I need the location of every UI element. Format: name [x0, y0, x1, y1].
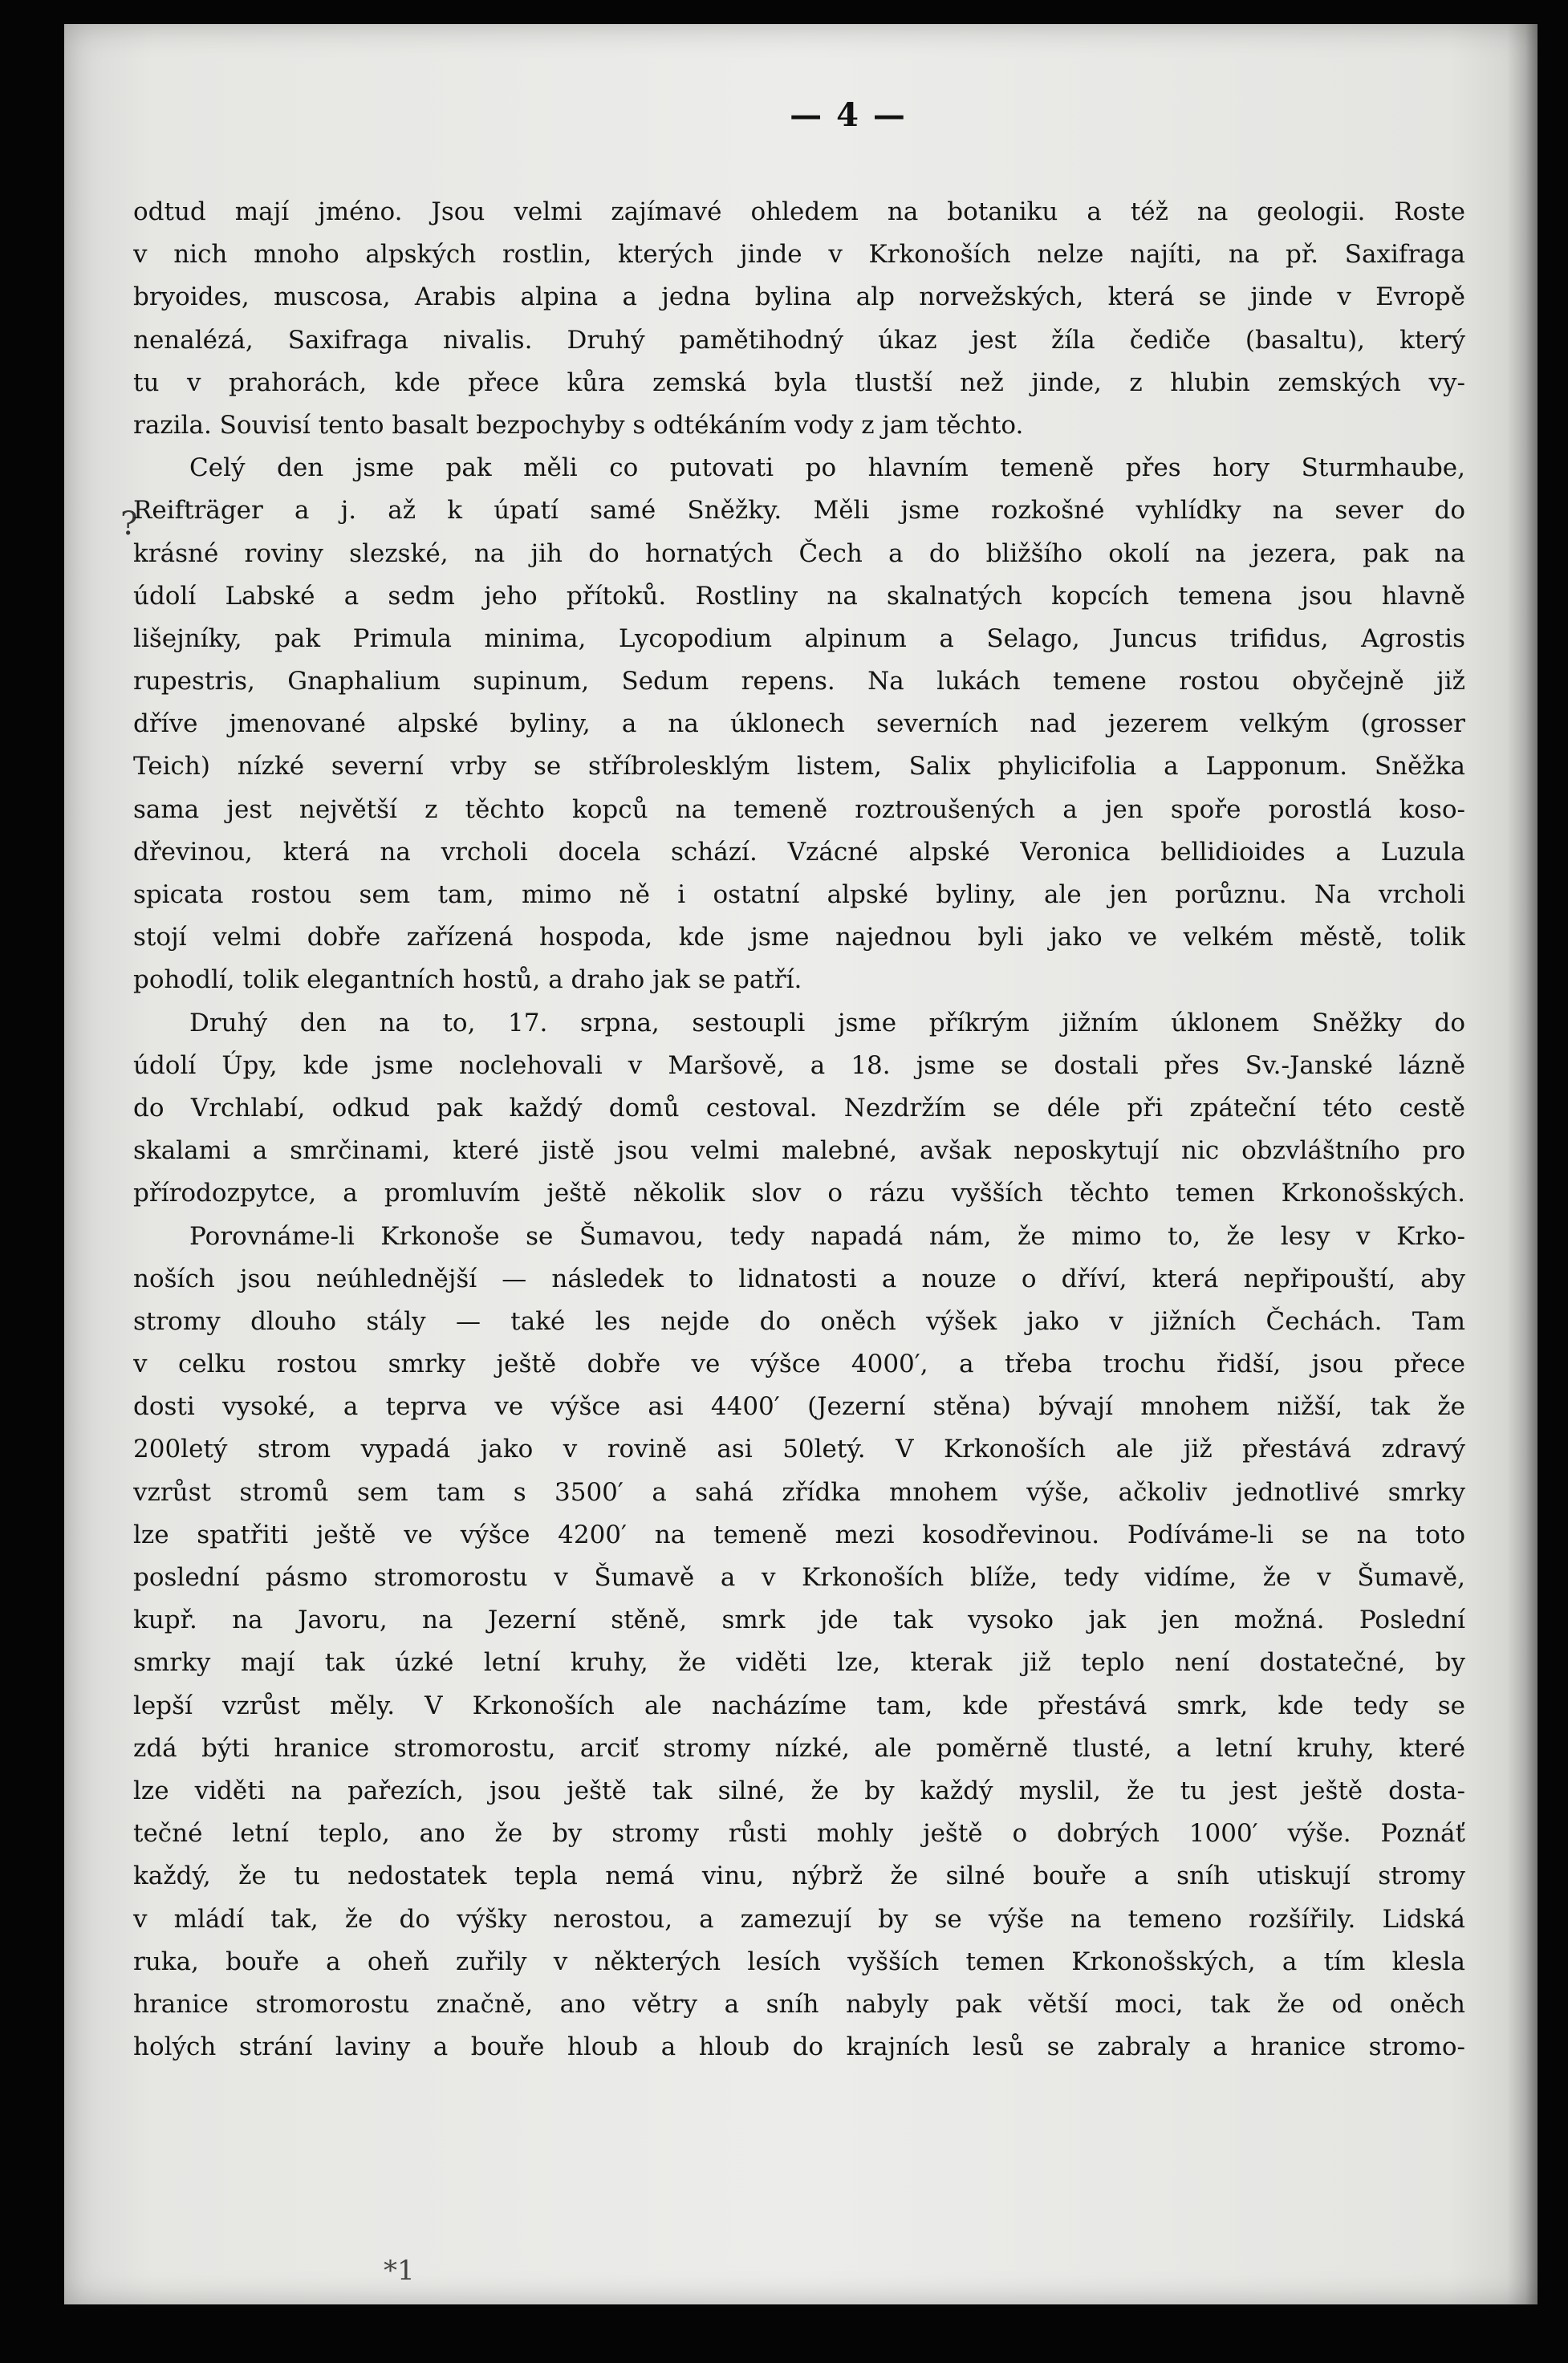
text-line: dřevinou, která na vrcholi docela schází. Vzácné alpské Veronica bellidioides a Luzula — [133, 837, 1465, 867]
text-line: holých strání laviny a bouře hloub a hloub do krajních lesů se zabraly a hranice stromo- — [133, 2032, 1465, 2062]
body-text — [133, 191, 1465, 2069]
text-line: údolí Úpy, kde jsme noclehovali v Maršově, a 18. jsme se dostali přes Sv.-Janské lázně — [133, 1050, 1465, 1080]
text-line: nenalézá, Saxifraga nivalis. Druhý pamětihodný úkaz jest žíla čediče (basaltu), který — [133, 325, 1465, 355]
text-line: lze spatřiti ještě ve výšce 4200′ na temeně mezi kosodřevinou. Podíváme-li se na toto — [133, 1520, 1465, 1549]
text-line: krásné roviny slezské, na jih do hornatých Čech a do bližšího okolí na jezera, pak na — [133, 538, 1465, 568]
text-line: skalami a smrčinami, které jistě jsou velmi malebné, avšak neposkytují nic obzvláštního pro — [133, 1136, 1465, 1166]
text-line: hranice stromorostu značně, ano větry a sníh nabyly pak větší moci, tak že od oněch — [133, 1989, 1465, 2019]
text-line: Reifträger a j. až k úpatí samé Sněžky. Měli jsme rozkošné vyhlídky na sever do — [133, 496, 1465, 526]
text-line: sama jest největší z těchto kopců na temeně roztroušených a jen spoře porostlá koso- — [133, 794, 1465, 824]
text-line: každý, že tu nedostatek tepla nemá vinu, nýbrž že silné bouře a sníh utiskují stromy — [133, 1862, 1465, 1891]
text-line: smrky mají tak úzké letní kruhy, že viděti lze, kterak již teplo není dostatečné, by — [133, 1648, 1465, 1678]
text-line: stromy dlouho stály — také les nejde do oněch výšek jako v jižních Čechách. Tam — [133, 1306, 1465, 1336]
text-line: Druhý den na to, 17. srpna, sestoupli jsme příkrým jižním úklonem Sněžky do — [189, 1008, 1465, 1037]
text-line: vzrůst stromů sem tam s 3500′ a sahá zřídka mnohem výše, ačkoliv jednotlivé smrky — [133, 1477, 1465, 1507]
text-line: tečné letní teplo, ano že by stromy růsti mohly ještě o dobrých 1000′ výše. Poznáť — [133, 1819, 1465, 1849]
text-line: stojí velmi dobře zařízená hospoda, kde jsme najednou byli jako ve velkém městě, tolik — [133, 923, 1465, 952]
text-line: Teich) nízké severní vrby se stříbrolesklým listem, Salix phylicifolia a Lapponum. Sněžka — [133, 752, 1465, 782]
text-line: tu v prahorách, kde přece kůra zemská byla tlustší než jinde, z hlubin zemských vy- — [133, 367, 1465, 397]
text-line: odtud mají jméno. Jsou velmi zajímavé ohledem na botaniku a též na geologii. Roste — [133, 197, 1465, 226]
text-line: v celku rostou smrky ještě dobře ve výšce 4000′, a třeba trochu řidší, jsou přece — [133, 1350, 1465, 1379]
text-line: Celý den jsme pak měli co putovati po hlavním temeně přes hory Sturmhaube, — [189, 453, 1465, 483]
page-number-text: — 4 — — [790, 96, 907, 134]
text-line: lepší vzrůst měly. V Krkonoších ale nacházíme tam, kde přestává smrk, kde tedy se — [133, 1691, 1465, 1720]
text-line: razila. Souvisí tento basalt bezpochyby s odtékáním vody z jam těchto. — [133, 410, 1024, 440]
text-line: přírodozpytce, a promluvím ještě několik slov o rázu vyšších těchto temen Krkonošských. — [133, 1179, 1465, 1208]
text-line: pohodlí, tolik elegantních hostů, a draho jak se patří. — [133, 965, 802, 995]
text-line: lišejníky, pak Primula minima, Lycopodium alpinum a Selago, Juncus trifidus, Agrostis — [133, 623, 1465, 653]
footer-mark: *1 — [384, 2255, 415, 2287]
text-line: poslední pásmo stromorostu v Šumavě a v Krkonoších blíže, tedy vidíme, že v Šumavě, — [133, 1563, 1465, 1592]
text-line: dosti vysoké, a teprva ve výšce asi 4400′ (Jezerní stěna) bývají mnohem nižší, tak že — [133, 1392, 1465, 1422]
text-line: zdá býti hranice stromorostu, arciť stromy nízké, ale poměrně tlusté, a letní kruhy, které — [133, 1733, 1465, 1763]
text-line: do Vrchlabí, odkud pak každý domů cestoval. Nezdržím se déle při zpáteční této cestě — [133, 1093, 1465, 1123]
text-line: údolí Labské a sedm jeho přítoků. Rostliny na skalnatých kopcích temena jsou hlavně — [133, 581, 1465, 611]
text-line: v mládí tak, že do výšky nerostou, a zamezují by se výše na temeno rozšířily. Lidská — [133, 1904, 1465, 1934]
text-line: rupestris, Gnaphalium supinum, Sedum repens. Na lukách temene rostou obyčejně již — [133, 667, 1465, 696]
text-line: ruka, bouře a oheň zuřily v některých lesích vyšších temen Krkonošských, a tím klesla — [133, 1947, 1465, 1976]
text-line: 200letý strom vypadá jako v rovině asi 50letý. V Krkonoších ale již přestává zdravý — [133, 1435, 1465, 1464]
text-line: lze viděti na pařezích, jsou ještě tak silné, že by každý myslil, že tu jest ještě dosta- — [133, 1776, 1465, 1805]
page-number — [0, 96, 1568, 134]
text-line: v nich mnoho alpských rostlin, kterých jinde v Krkonoších nelze najíti, na př. Saxifraga — [133, 240, 1465, 270]
text-line: noších jsou neúhlednější — následek to lidnatosti a nouze o dříví, která nepřipouští, aby — [133, 1264, 1465, 1293]
text-line: spicata rostou sem tam, mimo ně i ostatní alpské byliny, ale jen porůznu. Na vrcholi — [133, 880, 1465, 909]
text-line: bryoides, muscosa, Arabis alpina a jedna bylina alp norvežských, která se jinde v Evropě — [133, 282, 1465, 312]
text-line: kupř. na Javoru, na Jezerní stěně, smrk jde tak vysoko jak jen možná. Poslední — [133, 1606, 1465, 1635]
text-line: dříve jmenované alpské byliny, a na úklonech severních nad jezerem velkým (grosser — [133, 709, 1465, 739]
margin-mark: ? — [120, 505, 138, 542]
page-edge-shadow — [1507, 24, 1538, 2304]
text-line: Porovnáme-li Krkonoše se Šumavou, tedy napadá nám, že mimo to, že lesy v Krko- — [189, 1221, 1465, 1251]
